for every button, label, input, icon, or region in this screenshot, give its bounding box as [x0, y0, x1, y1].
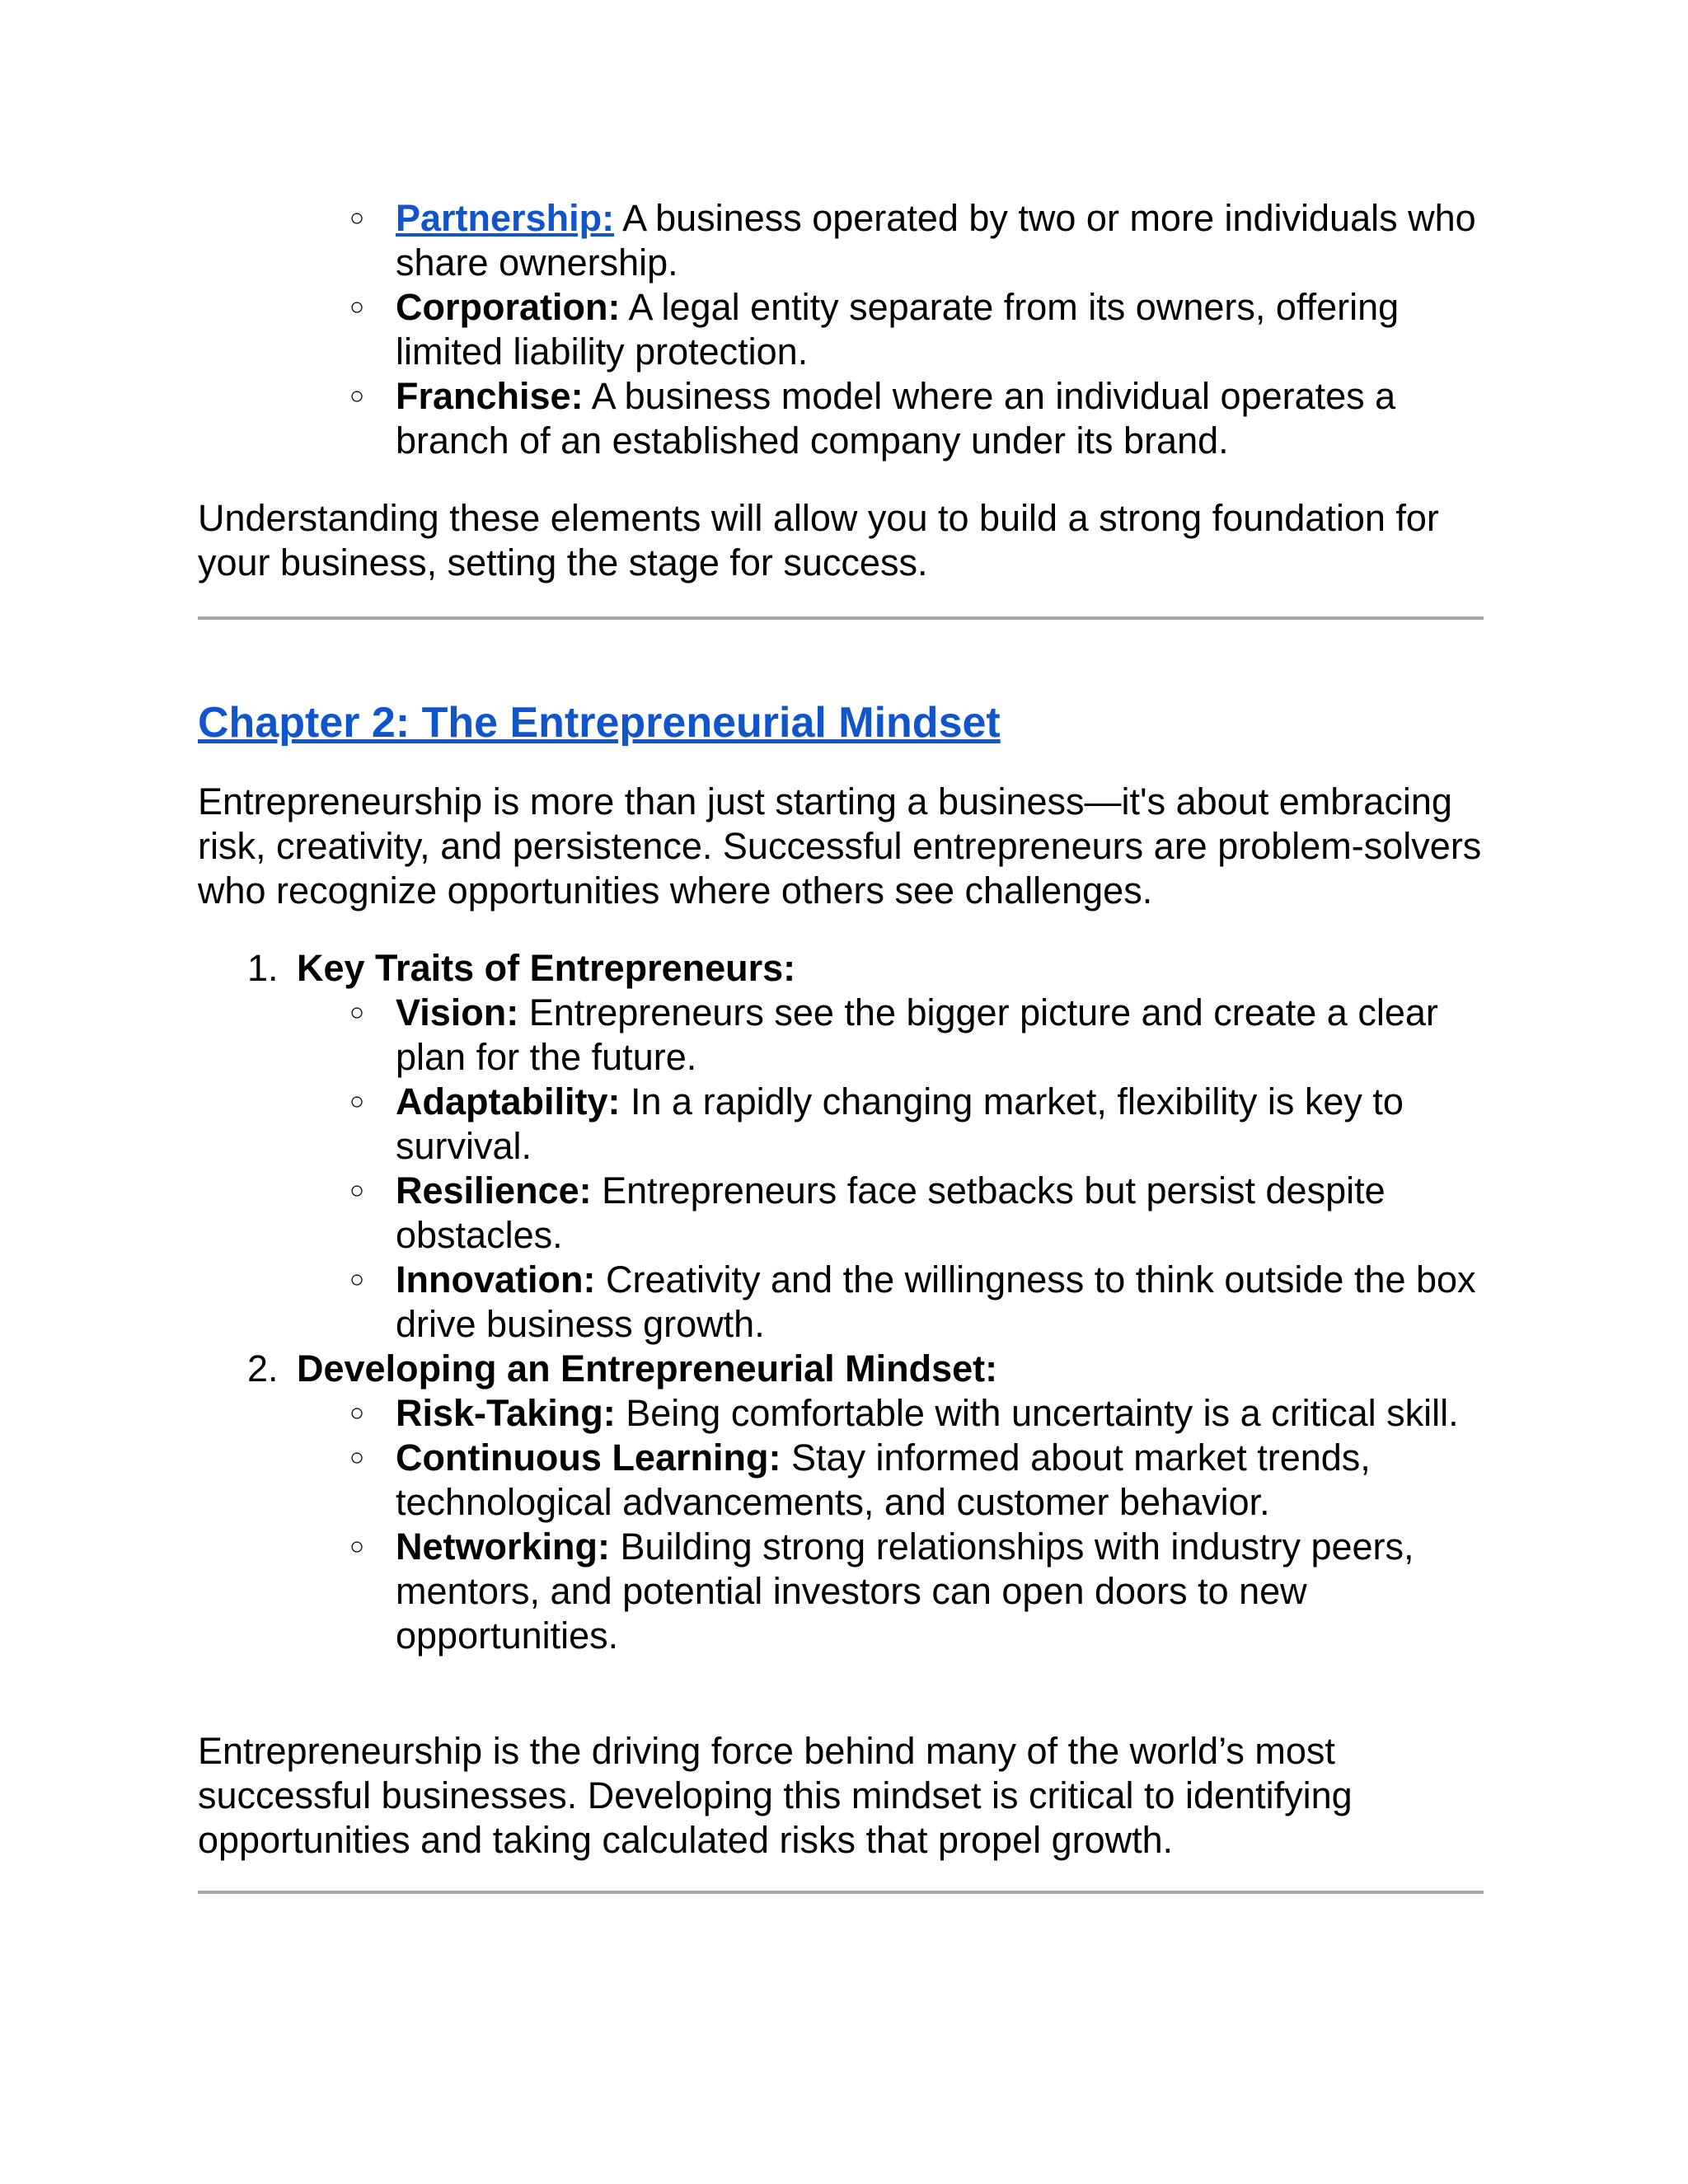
list-item-text: Creativity and the willingness to think outside the box drive business growth. [396, 1258, 1476, 1345]
list-item-term: Resilience: [396, 1169, 592, 1212]
hollow-circle-bullet-icon: ○ [349, 204, 365, 232]
list-item-term: Networking: [396, 1526, 611, 1568]
list-item-corporation [198, 285, 1484, 374]
closing-paragraph: Understanding these elements will allow you to build a strong foundation for your business, setting the stage for success. [198, 497, 1439, 583]
hollow-circle-bullet-icon: ○ [349, 999, 365, 1026]
list-number: 1. [247, 947, 279, 989]
hollow-circle-bullet-icon: ○ [349, 1266, 365, 1293]
hollow-circle-bullet-icon: ○ [349, 1177, 365, 1204]
list-item-innovation [297, 1258, 1484, 1347]
numbered-section-developing-mindset [198, 1347, 1484, 1658]
hollow-circle-bullet-icon: ○ [349, 1399, 365, 1427]
numbered-section-key-traits [198, 946, 1484, 1347]
list-item-term: Franchise: [396, 375, 584, 417]
list-item-term: Adaptability: [396, 1080, 621, 1122]
numbered-list [198, 946, 1484, 1658]
list-item-term: Risk-Taking: [396, 1392, 616, 1434]
list-item-partnership [198, 196, 1484, 285]
chapter-conclusion-paragraph: Entrepreneurship is the driving force behind many of the world’s most successful businesses. Developing this mindset is critical to identifying opportunities and taking calculated risks that propel growth. [198, 1730, 1353, 1861]
section-items [297, 1391, 1484, 1658]
horizontal-rule [198, 616, 1484, 620]
list-item-text: In a rapidly changing market, flexibility is key to survival. [396, 1080, 1404, 1167]
list-item-text: A legal entity separate from its owners, offering limited liability protection. [396, 286, 1400, 373]
business-structure-list [198, 196, 1484, 463]
list-item-vision [297, 991, 1484, 1080]
section-heading: Key Traits of Entrepreneurs: [297, 947, 796, 989]
hollow-circle-bullet-icon: ○ [349, 1088, 365, 1115]
chapter-title-link[interactable]: Chapter 2: The Entrepreneurial Mindset [198, 699, 1001, 747]
list-item-text: Entrepreneurs see the bigger picture and create a clear plan for the future. [396, 991, 1438, 1078]
hollow-circle-bullet-icon: ○ [349, 293, 365, 321]
partnership-link[interactable]: Partnership: [396, 197, 615, 239]
list-item-resilience [297, 1169, 1484, 1258]
list-item-adaptability [297, 1080, 1484, 1169]
list-number: 2. [247, 1347, 279, 1390]
list-item-term: Corporation: [396, 286, 621, 328]
list-item-text: Entrepreneurs face setbacks but persist despite obstacles. [396, 1169, 1386, 1256]
list-item-networking [297, 1525, 1484, 1658]
list-item-term: Continuous Learning: [396, 1436, 781, 1479]
list-item-franchise [198, 374, 1484, 463]
list-item-text: Stay informed about market trends, technological advancements, and customer behavior. [396, 1436, 1371, 1523]
list-item-term: Vision: [396, 991, 519, 1033]
hollow-circle-bullet-icon: ○ [349, 1444, 365, 1471]
list-item-text: A business model where an individual operates a branch of an established company under its brand. [396, 375, 1396, 462]
list-item-text: A business operated by two or more individuals who share ownership. [396, 197, 1476, 284]
list-item-text: Building strong relationships with industry peers, mentors, and potential investors can open doors to new opportunities. [396, 1526, 1414, 1657]
hollow-circle-bullet-icon: ○ [349, 1533, 365, 1560]
section-heading: Developing an Entrepreneurial Mindset: [297, 1347, 998, 1390]
list-item-risk-taking [297, 1391, 1484, 1436]
list-item-term: Innovation: [396, 1258, 596, 1301]
hollow-circle-bullet-icon: ○ [349, 382, 365, 410]
list-item-continuous-learning [297, 1436, 1484, 1525]
list-item-text: Being comfortable with uncertainty is a critical skill. [615, 1392, 1459, 1434]
chapter-intro-paragraph: Entrepreneurship is more than just starting a business—it's about embracing risk, creativity, and persistence. Successful entrepreneurs are problem-solvers who recognize opportunities where others see challenges. [198, 780, 1482, 912]
horizontal-rule [198, 1891, 1484, 1894]
section-items [297, 991, 1484, 1347]
